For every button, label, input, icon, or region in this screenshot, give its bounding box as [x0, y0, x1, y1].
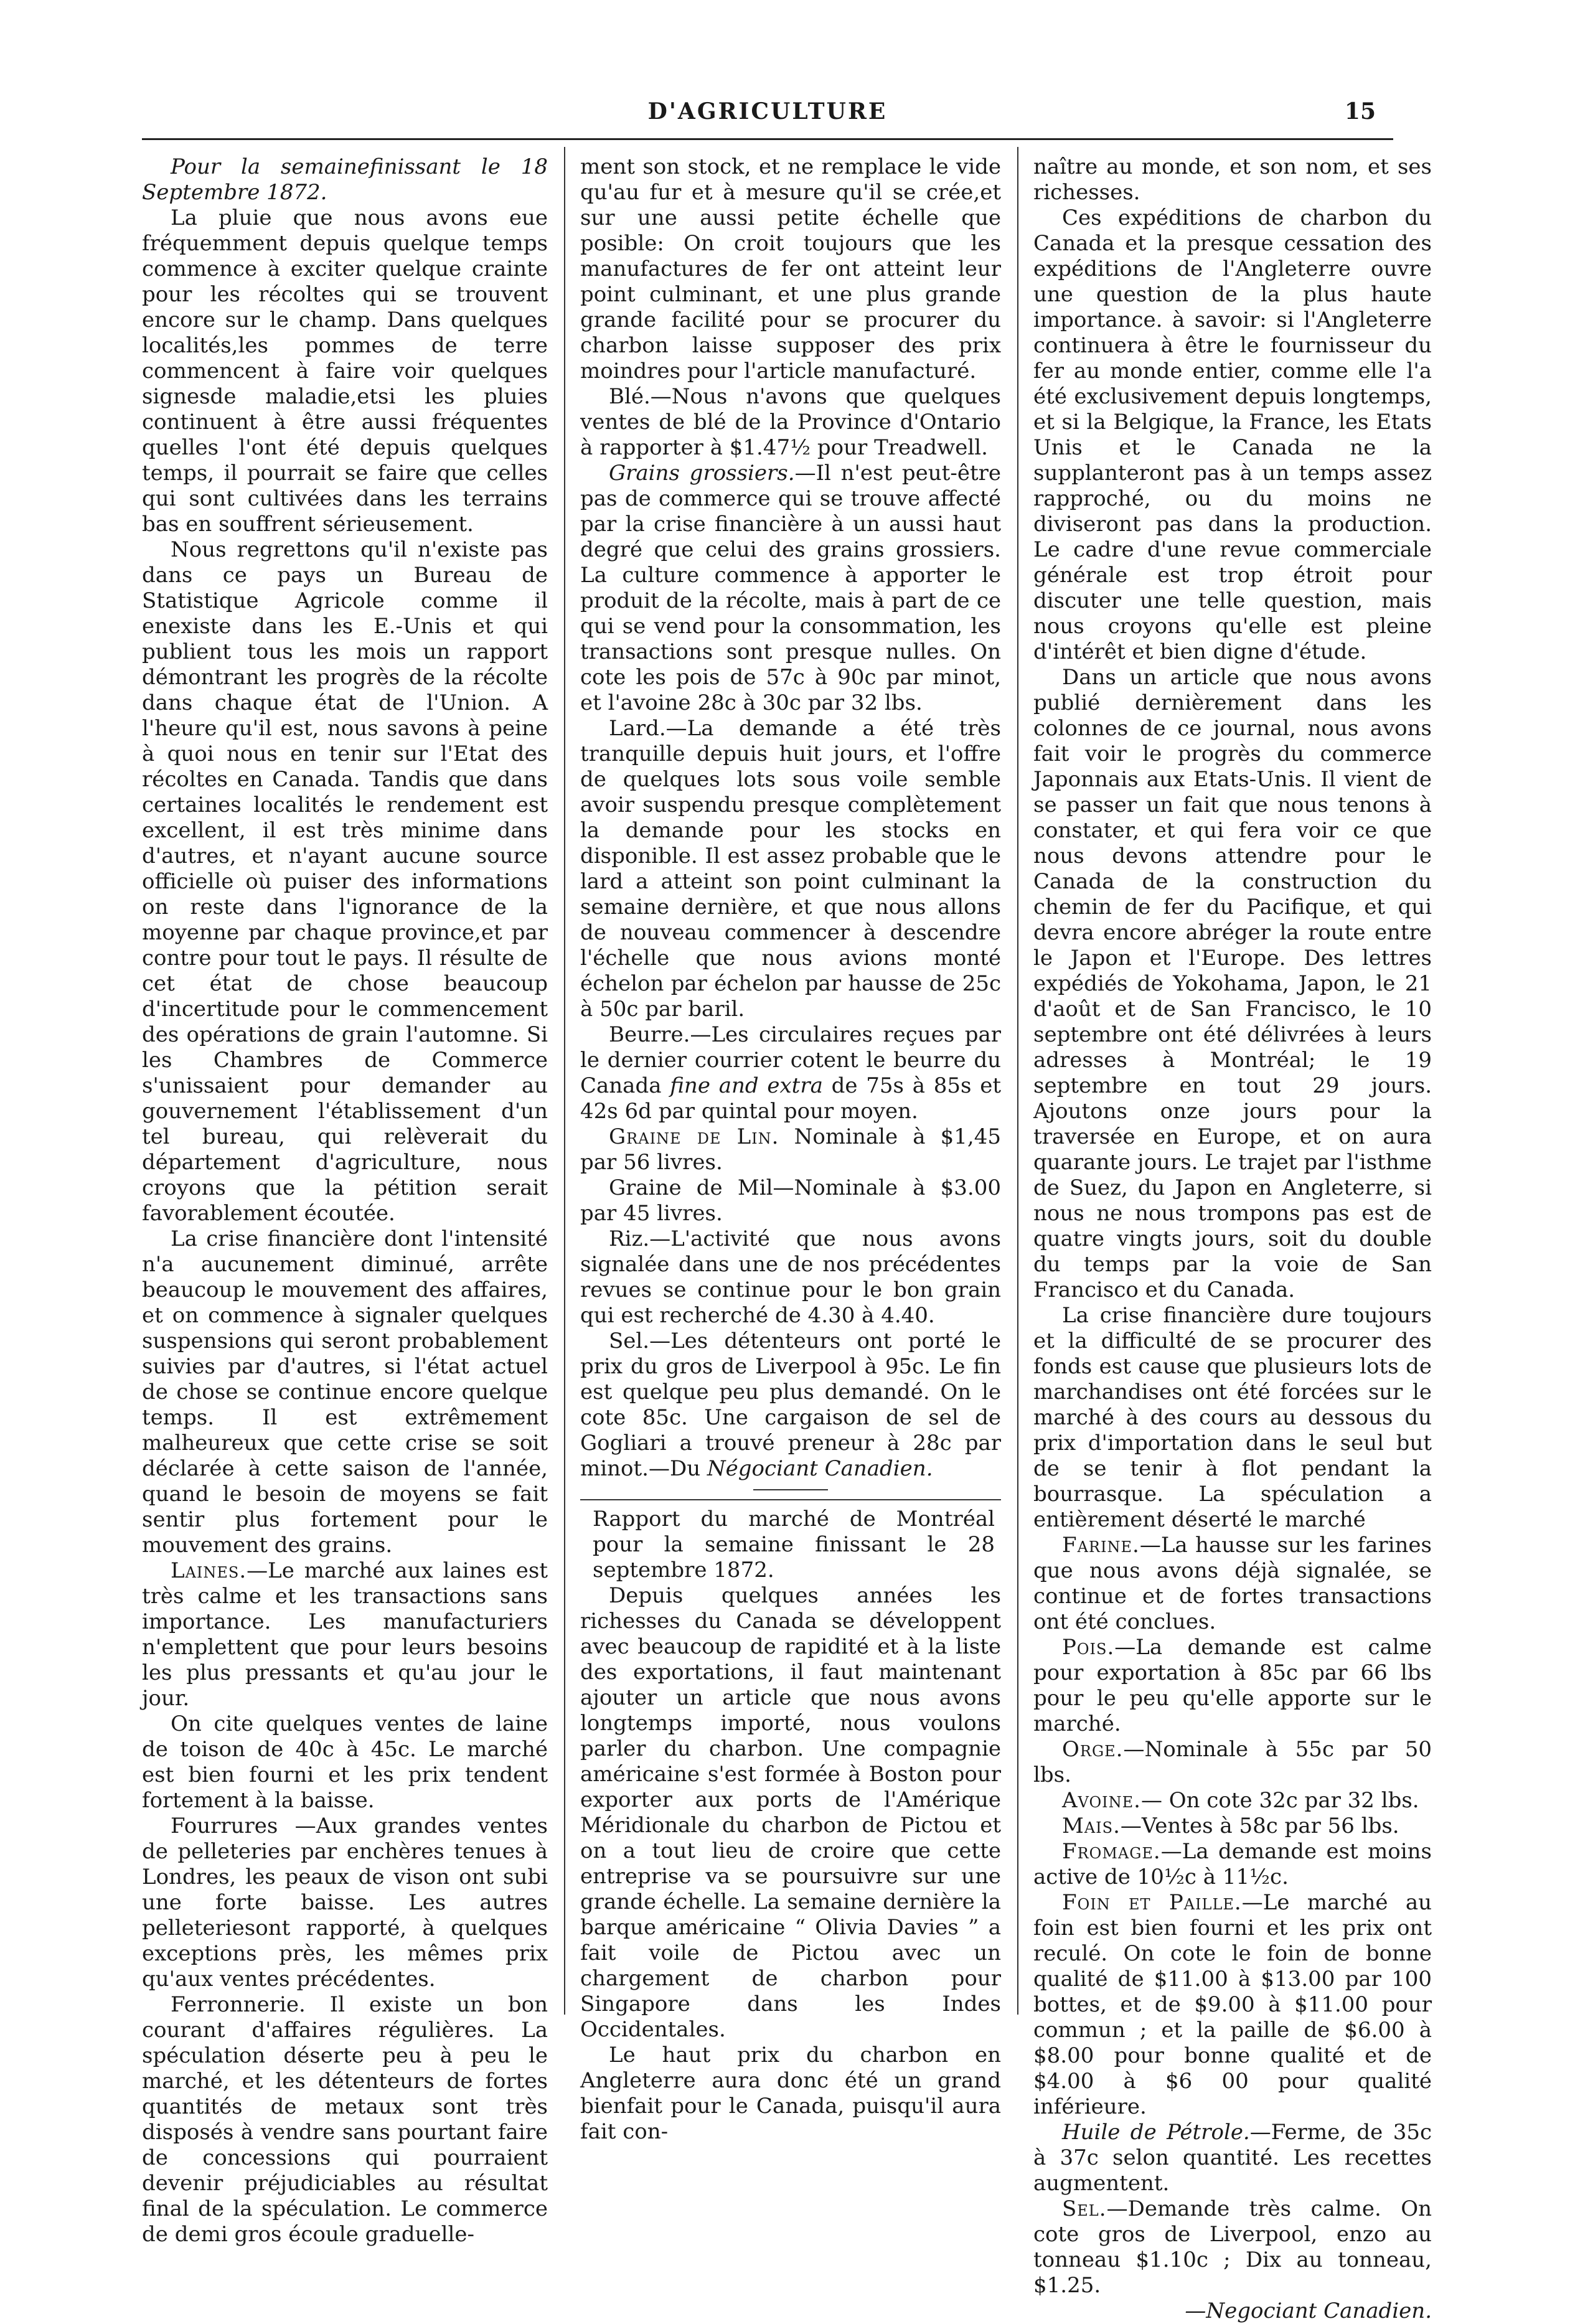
column-1	[142, 154, 548, 2247]
label-fromage: Fromage.	[1062, 1839, 1161, 1864]
paragraph-grains	[580, 461, 1001, 716]
column-divider-2	[1017, 147, 1018, 2015]
text-beurre-italic: fine and extra	[670, 1073, 823, 1098]
paragraph-riz: Riz.—L'activité que nous avons signalée dans une de nos précédentes revues se continue pour le bon grain qui est recherché de 4.30 à 4.40.	[580, 1226, 1001, 1328]
paragraph-rain: La pluie que nous avons eue fréquemment depuis quelque temps commence à exciter quelque crainte pour les récoltes qui se trouvent encore sur le champ. Dans quelques localités,les pommes de terre commencent à faire voir quelques signesde maladie,etsi les pluies continuent à être aussi fréquentes quelles l'ont été depuis quelques temps, il pourrait se faire que celles qui sont cultivées dans les terrains bas en souffrent sérieusement.	[142, 205, 548, 537]
paragraph-lard: Lard.—La demande a été très tranquille depuis huit jours, et l'offre de quelques lots sous voile semble avoir suspendu presque complètement la demande pour les stocks en disponible. Il est assez probable que le lard a atteint son point culminant la semaine dernière, et que nous allons de nouveau commencer à descendre l'échelle que nous avions monté échelon par échelon par hausse de 25c à 50c par baril.	[580, 716, 1001, 1022]
paragraph-coal-price: Le haut prix du charbon en Angleterre aura donc été un grand bienfait pour le Canada, puisqu'il aura fait con-	[580, 2043, 1001, 2144]
signature: —Negociant Canadien.	[1185, 2298, 1432, 2323]
paragraph-coal-export: Depuis quelques années les richesses du Canada se développent avec beaucoup de rapidité et à la liste des exportations, il faut maintenant ajouter un article que nous avons longtemps importé, nous voulons parler du charbon. Une compagnie américaine s'est formée à Boston pour exporter aux ports de l'Amérique Méridionale du charbon de Pictou et on a tout lieu de croire que cette entreprise va se poursuivre sur une grande échelle. La semaine dernière la barque américaine “ Olivia Davies ” a fait voile de Pictou avec un chargement de charbon pour Singapore dans les Indes Occidentales.	[580, 1583, 1001, 2042]
text-orge: —Nominale à 55c par 50 lbs.	[1033, 1737, 1432, 1787]
paragraph-beurre	[580, 1022, 1001, 1124]
dateline: Pour la semainefinissant le 18 Septembre 1872.	[142, 154, 548, 205]
column-divider-1	[564, 147, 565, 2015]
report-title: Rapport du marché de Montréal pour la semaine finissant le 28 septembre 1872.	[593, 1507, 995, 1583]
paragraph-sel	[580, 1329, 1001, 1482]
column-3	[1033, 154, 1432, 2323]
label-avoine: Avoine.	[1062, 1788, 1141, 1813]
paragraph-laines-prices: On cite quelques ventes de laine de toison de 40c à 45c. Le marché est bien fourni et les prix tendent fortement à la baisse.	[142, 1711, 548, 1813]
label-huile: Huile de Pétrole.	[1062, 2120, 1250, 2145]
paragraph-stock-continued: ment son stock, et ne remplace le vide qu'au fur et à mesure qu'il se crée,et sur une aussi petite échelle que posible: On croit toujours que les manufactures de fer ont atteint leur point culminant, et une plus grande grande facilité pour se procurer du charbon laisse supposer des prix moindres pour l'article manufacturé.	[580, 154, 1001, 383]
text-foin: —Le marché au foin est bien fourni et les prix ont reculé. On cote le foin de bonne qualité de $11.00 à $13.00 par 100 bottes, et de $9.00 à $11.00 pour commun ; et la paille de $6.00 à $8.00 pour bonne qualité et de $4.00 à $6 00 pour qualité inférieure.	[1033, 1890, 1432, 2119]
paragraph-foin	[1033, 1890, 1432, 2120]
paragraph-crisis-continues: La crise financière dure toujours et la difficulté de se procurer des fonds est cause que plusieurs lots de marchandises ont été forcées sur le marché à des cours au dessous du prix d'importation dans le seul but de se tenir à flot pendant la bourrasque. La spéculation a entièrement déserté le marché	[1033, 1303, 1432, 1532]
text-fromage: —La demande est moins active de 10½c à 11½c.	[1033, 1839, 1432, 1889]
paragraph-laines	[142, 1558, 548, 1711]
text-graine-lin: Nominale à $1,45 par 56 livres.	[580, 1124, 1001, 1175]
text-beurre-b: de 75s à 85s et 42s 6d par quintal pour moyen.	[580, 1073, 1002, 1124]
label-sel: Sel.	[1062, 2196, 1107, 2221]
running-title: D'AGRICULTURE	[647, 98, 888, 125]
label-graine-lin: Graine de Lin.	[609, 1124, 779, 1149]
label-orge: Orge.	[1062, 1737, 1124, 1762]
paragraph-huile	[1033, 2120, 1432, 2196]
text-beurre-a: Beurre.—Les circulaires reçues par le dernier courrier cotent le beurre du Canada	[580, 1022, 1001, 1098]
paragraph-fourrures: Fourrures —Aux grandes ventes de pelleteries par enchères tenues à Londres, les peaux de vison ont subi une forte baisse. Les autres pelleteriesont rapporté, à quelques exceptions près, les mêmes prix qu'aux ventes précédentes.	[142, 1814, 548, 1992]
paragraph-ferronnerie: Ferronnerie. Il existe un bon courant d'affaires régulières. La spéculation déserte peu à peu le marché, et les détenteurs de fortes quantités de metaux sont très disposés à vendre sans pourtant faire de concessions qui pourraient devenir préjudiciables au résultat final de la spéculation. Le commerce de demi gros écoule graduelle-	[142, 1992, 548, 2247]
paragraph-statistics-bureau: Nous regrettons qu'il n'existe pas dans ce pays un Bureau de Statistique Agricole comme il enexiste dans les E.-Unis et qui publient tous les mois un rapport démontrant les progrès de la récolte dans chaque état de l'Union. A l'heure qu'il est, nous savons à peine à quoi nous en tenir sur l'Etat des récoltes en Canada. Tandis que dans certaines localités le rendement est excellent, il est très minime dans d'autres, et n'ayant aucune source officielle où puiser des informations on reste dans l'ignorance de la moyenne par chaque province,et par contre pour tout le pays. Il résulte de cet état de chose beaucoup d'incertitude pour le commencement des opérations de grain l'automne. Si les Chambres de Commerce s'unissaient pour demander au gouvernement l'établissement d'un tel bureau, qui relèverait du département d'agriculture, nous croyons que la pétition serait favorablement écoutée.	[142, 537, 548, 1226]
header-rule	[142, 138, 1393, 140]
text-farine: —La hausse sur les farines que nous avons déjà signalée, se continue et de fortes transactions ont été conclues.	[1033, 1533, 1432, 1634]
paragraph-richesses-continued: naître au monde, et son nom, et ses richesses.	[1033, 154, 1432, 205]
label-farine: Farine.	[1062, 1533, 1140, 1558]
text-pois: —La demande est calme pour exportation à 85c par 66 lbs pour le peu qu'elle apporte sur le marché.	[1033, 1635, 1432, 1736]
paragraph-fromage	[1033, 1839, 1432, 1890]
text-mais: —Ventes à 58c par 56 lbs.	[1120, 1814, 1399, 1838]
paragraph-financial-crisis: La crise financière dont l'intensité n'a aucunement diminué, arrête beaucoup le mouvement des affaires, et on commence à signaler quelques suspensions qui seront probablement suivies par d'autres, si l'état actuel de chose se continue encore quelque temps. Il est extrêmement malheureux que cette crise se soit déclarée à cette saison de l'année, quand le besoin de moyens se fait sentir plus fortement pour le mouvement des grains.	[142, 1226, 548, 1558]
label-grains: Grains grossiers.	[609, 461, 795, 486]
page-header	[142, 87, 1393, 143]
text-sel-col3: —Demande très calme. On cote gros de Liverpool, enzo au tonneau $1.10c ; Dix au tonneau, $1.25.	[1033, 2196, 1432, 2298]
paragraph-farine	[1033, 1533, 1432, 1635]
paragraph-coal-question: Ces expéditions de charbon du Canada et la presque cessation des expéditions de l'Angleterre ouvre une question de la plus haute importance. à savoir: si l'Angleterre continuera à être le fournisseur du fer au monde entier, comme elle l'a été exclusivement depuis longtemps, et si la Belgique, la France, les Etats Unis et le Canada ne la supplanteront pas à un temps assez rapproché, ou du moins ne diviseront pas dans la production. Le cadre d'une revue commerciale générale est trop étroit pour discuter une telle question, mais nous croyons qu'elle est pleine d'intérêt et bien digne d'étude.	[1033, 205, 1432, 664]
text-huile: —Ferme, de 35c à 37c selon quantité. Les recettes augmentent.	[1033, 2120, 1432, 2196]
source-negociant: Négociant Canadien.	[707, 1456, 933, 1481]
section-separator	[580, 1499, 1001, 1500]
paragraph-orge	[1033, 1737, 1432, 1788]
paragraph-graine-lin	[580, 1124, 1001, 1175]
paragraph-sel-col3	[1033, 2196, 1432, 2298]
text-avoine: — On cote 32c par 32 lbs.	[1140, 1788, 1419, 1813]
label-foin: Foin et Paille.	[1062, 1890, 1242, 1915]
text-laines: —Le marché aux laines est très calme et les transactions sans importance. Les manufacturiers n'emplettent que pour leurs besoins les plus pressants et qu'au jour le jour.	[142, 1558, 548, 1711]
paragraph-japan-commerce: Dans un article que nous avons publié dernièrement dans les colonnes de ce journal, nous avons fait voir le progrès du commerce Japonnais aux Etats-Unis. Il vient de se passer un fait que nous tenons à constater, et qui fera voir ce que nous devons attendre pour le Canada de la construction du chemin de fer du Pacifique, et qui devra encore abréger la route entre le Japon et l'Europe. Des lettres expédiés de Yokohama, Japon, le 21 d'août et de San Francisco, le 10 septembre ont été délivrées à leurs adresses à Montréal; le 19 septembre en tout 29 jours. Ajoutons onze jours pour la traversée en Europe, et on aura quarante jours. Le trajet par l'isthme de Suez, du Japon en Angleterre, si nous ne nous trompons pas est de quatre vingts jours, soit du double du temps par la voie de San Francisco et du Canada.	[1033, 665, 1432, 1302]
text-sel: Sel.—Les détenteurs ont porté le prix du gros de Liverpool à 95c. Le fin est quelque peu plus demandé. On le cote 85c. Une cargaison de sel de Gogliari a trouvé preneur à 28c par minot.—Du	[580, 1329, 1001, 1481]
short-separator	[753, 1489, 828, 1490]
label-laines: Laines.	[171, 1558, 247, 1583]
paragraph-mais	[1033, 1814, 1432, 1839]
paragraph-ble: Blé.—Nous n'avons que quelques ventes de blé de la Province d'Ontario à rapporter à $1.47½ pour Treadwell.	[580, 384, 1001, 460]
label-mais: Mais.	[1062, 1814, 1121, 1838]
text-grains: —Il n'est peut-être pas de commerce qui se trouve affecté par la crise financière à un aussi haut degré que celui des grains grossiers. La culture commence à apporter le produit de la récolte, mais à part de ce qui se vend pour la consommation, les transactions sont presque nulles. On cote les pois de 57c à 90c par minot, et l'avoine 28c à 30c par 32 lbs.	[580, 461, 1001, 715]
page-number: 15	[1344, 98, 1376, 125]
paragraph-avoine	[1033, 1788, 1432, 1814]
column-2	[580, 154, 1002, 2144]
label-pois: Pois.	[1062, 1635, 1115, 1660]
paragraph-graine-mil: Graine de Mil—Nominale à $3.00 par 45 livres.	[580, 1175, 1001, 1226]
paragraph-pois	[1033, 1635, 1432, 1737]
